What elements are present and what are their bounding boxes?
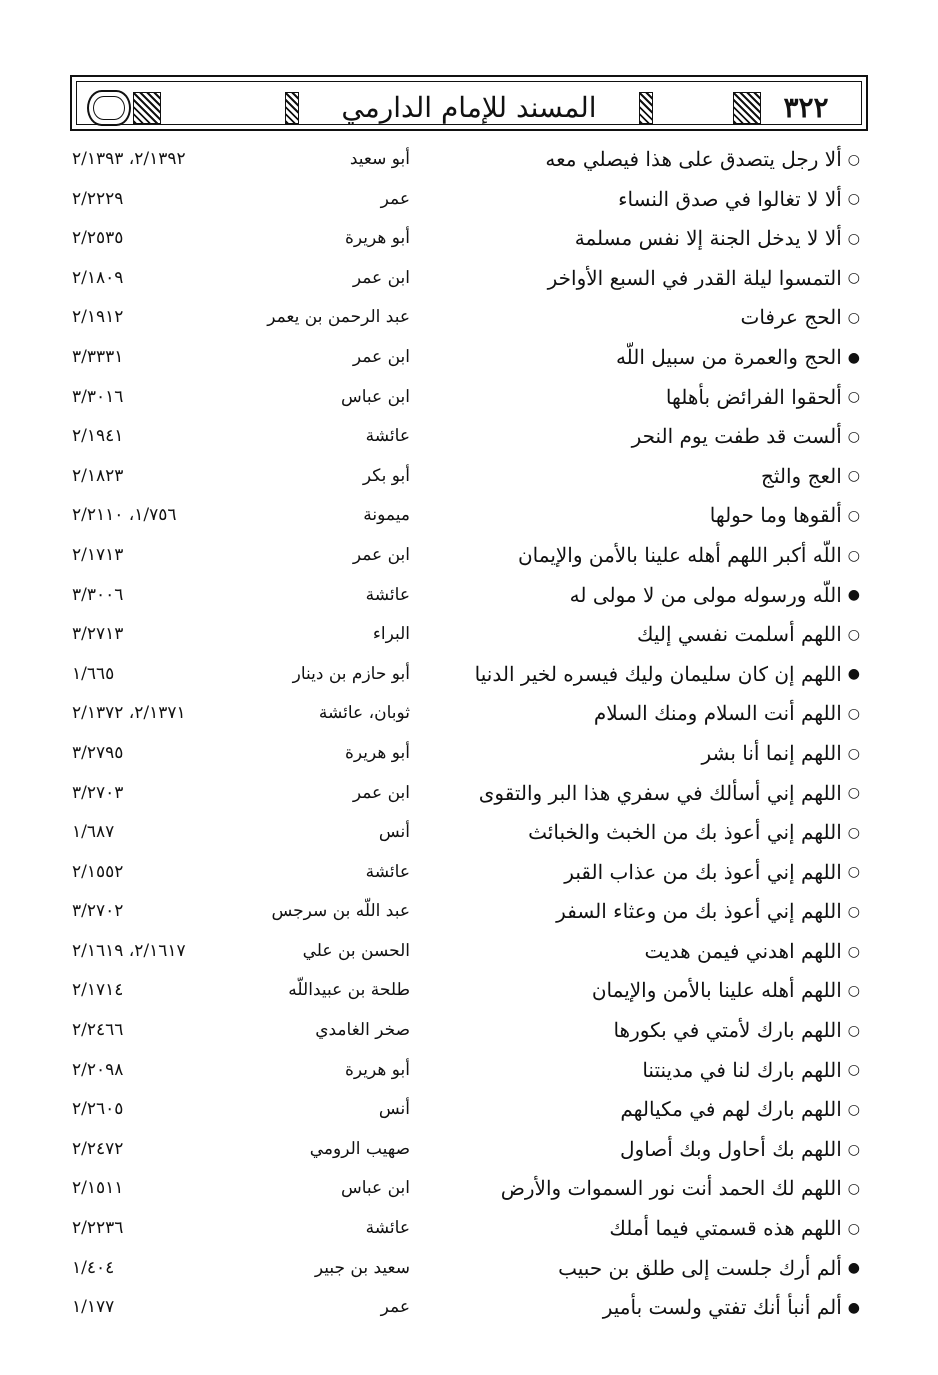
hadith-text: العج والثج [760,463,842,488]
filled-bullet-icon: ● [847,587,860,604]
narrator-name: طلحة بن عبيداللّه [288,980,410,1001]
seal-inner-ring [93,96,125,120]
narrator-name: عمر [380,1297,410,1318]
hollow-bullet-icon: ○ [847,626,860,643]
narrator-name: ابن عباس [340,1178,410,1199]
hadith-text: ألا لا يدخل الجنة إلا نفس مسلمة [574,226,842,251]
hollow-bullet-icon: ○ [847,785,860,802]
hadith-text: التمسوا ليلة القدر في السبع الأواخر [547,265,842,290]
hollow-bullet-icon: ○ [847,706,860,723]
list-item [0,1051,938,1091]
narrator-name: أبو سعيد [349,149,410,169]
hadith-text-cell [501,1169,860,1209]
hollow-bullet-icon: ○ [847,983,860,1000]
hadith-text: الحج عرفات [740,305,842,330]
narrator-name: أبو بكر [362,465,410,486]
narrator-name: ابن عمر [352,782,410,803]
list-item [0,615,938,655]
narrator-name: صهيب الرومي [309,1138,410,1159]
book-seal-logo [87,90,131,126]
filled-bullet-icon: ● [847,1299,860,1316]
hadith-text: ألا لا تغالوا في صدق النساء [618,186,842,211]
hadith-text-cell [701,734,860,774]
hadith-text: اللهم أهله علينا بالأمن والإيمان [591,978,842,1003]
hadith-text-cell [479,774,860,814]
hadith-text: اللهم اهدني فيمن هديت [644,938,842,963]
list-item [0,457,938,497]
list-item [0,1011,938,1051]
narrator-name: عمر [380,188,410,209]
list-item [0,1288,938,1328]
volume-number-reference: ٢/٢٢٣٦ [72,1218,124,1239]
hadith-text-cell [613,1011,860,1051]
list-item [0,140,938,180]
list-item [0,853,938,893]
volume-number-reference: ٢/٢٠٩٨ [72,1059,124,1080]
hadith-text: الحج والعمرة من سبيل اللّه [615,344,842,369]
list-item [0,180,938,220]
volume-number-reference: ٢/١٩١٢ [72,307,124,328]
hadith-text-cell [620,1130,860,1170]
hollow-bullet-icon: ○ [847,270,860,287]
list-item [0,298,938,338]
volume-number-reference: ٢/٢٢٢٩ [72,188,124,209]
hadith-text-cell [710,496,860,536]
volume-number-reference: ٢/٢٥٣٥ [72,228,124,249]
narrator-name: عائشة [365,861,410,882]
volume-number-reference: ١/١٧٧ [72,1297,115,1318]
volume-number-reference: ٢/٢٤٧٢ [72,1138,124,1159]
hadith-text-cell [644,932,860,972]
volume-number-reference: ٣/٣٣٣١ [72,346,124,367]
hollow-bullet-icon: ○ [847,1101,860,1118]
hadith-text-cell [518,536,860,576]
volume-number-reference: ١/٦٦٥ [72,663,115,684]
hollow-bullet-icon: ○ [847,864,860,881]
list-item [0,536,938,576]
narrator-name: ابن عمر [352,346,410,367]
hadith-text: اللهم هذه قسمتي فيما أملك [609,1216,842,1241]
hadith-text-cell [761,457,860,497]
hadith-text-cell [632,417,860,457]
narrator-name: عائشة [365,1218,410,1239]
volume-number-reference: ٣/٢٧١٣ [72,624,124,645]
page-header [70,75,868,131]
hollow-bullet-icon: ○ [847,1181,860,1198]
volume-number-reference: ٣/٢٧٠٣ [72,782,124,803]
list-item [0,1130,938,1170]
hollow-bullet-icon: ○ [847,547,860,564]
hollow-bullet-icon: ○ [847,230,860,247]
volume-number-reference: ١/٤٠٤ [72,1257,115,1278]
narrator-name: أبو هريرة [344,742,410,763]
hadith-text-cell [558,1249,860,1289]
list-item [0,378,938,418]
hollow-bullet-icon: ○ [847,824,860,841]
hollow-bullet-icon: ○ [847,389,860,406]
list-item [0,813,938,853]
running-title: المسند للإمام الدارمي [341,91,597,124]
list-item [0,1209,938,1249]
narrator-name: عبد اللّه بن سرجس [271,901,410,922]
hollow-bullet-icon: ○ [847,191,860,208]
list-item [0,219,938,259]
list-item [0,1249,938,1289]
ornament-left-inner [285,92,299,124]
hadith-text-cell [618,180,860,220]
hadith-text: ألم أرك جلست إلى طلق بن حبيب [558,1255,842,1280]
hadith-text: اللهم إني أعوذ بك من عذاب القبر [564,859,842,884]
list-item [0,932,938,972]
hadith-text: ألحقوا الفرائض بأهلها [665,384,842,409]
volume-number-reference: ٢/١٣٩٢، ٢/١٣٩٣ [72,149,186,169]
hadith-text-cell [666,378,860,418]
hollow-bullet-icon: ○ [847,1022,860,1039]
volume-number-reference: ٢/٢٤٦٦ [72,1020,124,1041]
volume-number-reference: ٢/١٧١٣ [72,544,124,565]
hollow-bullet-icon: ○ [847,310,860,327]
list-item [0,1169,938,1209]
hadith-text-cell [475,655,860,695]
narrator-name: صخر الغامدي [315,1020,410,1041]
list-item [0,971,938,1011]
hadith-text: اللهم إن كان سليمان وليك فيسره لخير الدنيا [474,661,842,686]
list-item [0,892,938,932]
narrator-name: سعيد بن جبير [314,1257,410,1278]
list-item [0,774,938,814]
hadith-text-cell [592,971,860,1011]
ornament-left [133,92,161,124]
hadith-text: ألم أنبأ أنك تفتي ولست بأمير [602,1295,842,1320]
hadith-index-list [0,140,938,1328]
narrator-name: عائشة [365,426,410,447]
narrator-name: عبد الرحمن بن يعمر [267,307,410,328]
hadith-text: اللهم بارك لهم في مكيالهم [620,1097,842,1122]
volume-number-reference: ٣/٣٠١٦ [72,386,124,407]
hadith-text-cell [556,892,860,932]
hadith-text: اللهم لك الحمد أنت نور السموات والأرض [500,1176,842,1201]
hadith-text-cell [548,259,860,299]
filled-bullet-icon: ● [847,666,860,683]
hadith-text-cell [603,1288,860,1328]
volume-number-reference: ٢/١٦١٧، ٢/١٦١٩ [72,940,186,961]
hollow-bullet-icon: ○ [847,468,860,485]
hadith-text-cell [575,219,860,259]
list-item [0,417,938,457]
hadith-text-cell [545,140,860,180]
volume-number-reference: ٢/١٧١٤ [72,980,124,1001]
hadith-text-cell [637,615,860,655]
narrator-name: الحسن بن علي [302,940,410,961]
filled-bullet-icon: ● [847,1260,860,1277]
hollow-bullet-icon: ○ [847,943,860,960]
narrator-name: أبو هريرة [344,228,410,249]
narrator-name: ابن عباس [340,386,410,407]
hollow-bullet-icon: ○ [847,1220,860,1237]
hadith-text: ألا رجل يتصدق على هذا فيصلي معه [545,147,842,171]
volume-number-reference: ٢/١٥٥٢ [72,861,124,882]
hadith-text: اللهم أسلمت نفسي إليك [637,622,842,647]
hadith-text: ألقوها وما حولها [709,503,842,528]
hollow-bullet-icon: ○ [847,1141,860,1158]
list-item [0,259,938,299]
list-item [0,496,938,536]
volume-number-reference: ٢/١٨٠٩ [72,267,124,288]
volume-number-reference: ٢/١٥١١ [72,1178,124,1199]
hadith-text: اللهم بارك لأمتي في بكورها [613,1018,842,1043]
list-item [0,655,938,695]
hollow-bullet-icon: ○ [847,151,860,168]
hollow-bullet-icon: ○ [847,508,860,525]
narrator-name: أبو حازم بن دينار [292,663,410,684]
narrator-name: أنس [378,822,410,843]
hadith-text: اللهم إني أعوذ بك من الخبث والخبائث [528,820,842,845]
header-frame [76,81,862,125]
volume-number-reference: ٣/٣٠٠٦ [72,584,124,605]
hadith-text-cell [594,694,860,734]
ornament-right-inner [639,92,653,124]
hadith-text: اللهم إني أعوذ بك من وعثاء السفر [556,899,842,924]
list-item [0,576,938,616]
hadith-text: اللّه أكبر اللهم أهله علينا بالأمن والإيمان [517,542,842,567]
narrator-name: ابن عمر [352,267,410,288]
volume-number-reference: ٢/١٣٧١، ٢/١٣٧٢ [72,703,186,724]
hadith-text-cell [616,338,860,378]
hadith-text-cell [564,853,860,893]
volume-number-reference: ٣/٢٧٠٢ [72,901,124,922]
volume-number-reference: ١/٦٨٧ [72,822,115,843]
ornament-right [733,92,761,124]
narrator-name: أنس [378,1099,410,1120]
list-item [0,694,938,734]
volume-number-reference: ١/٧٥٦، ٢/٢١١٠ [72,505,177,526]
volume-number-reference: ٣/٢٧٩٥ [72,742,124,763]
volume-number-reference: ٢/١٩٤١ [72,426,124,447]
narrator-name: أبو هريرة [344,1059,410,1080]
hadith-text-cell [528,813,860,853]
hadith-text: اللهم أنت السلام ومنك السلام [593,701,842,726]
narrator-name: ميمونة [363,505,410,526]
narrator-name: البراء [372,624,410,645]
hadith-text: اللهم إني أسألك في سفري هذا البر والتقوى [478,780,842,805]
hadith-text-cell [642,1051,860,1091]
volume-number-reference: ٢/٢٦٠٥ [72,1099,124,1120]
hadith-text-cell [609,1209,860,1249]
hadith-text: اللهم بارك لنا في مدينتنا [642,1057,842,1082]
list-item [0,338,938,378]
narrator-name: ابن عمر [352,544,410,565]
hadith-text: اللهم إنما أنا بشر [701,740,842,765]
filled-bullet-icon: ● [847,349,860,366]
hadith-text-cell [741,298,861,338]
volume-number-reference: ٢/١٨٢٣ [72,465,124,486]
hollow-bullet-icon: ○ [847,745,860,762]
narrator-name: ثوبان، عائشة [318,703,410,724]
hadith-text-cell [570,576,860,616]
hollow-bullet-icon: ○ [847,903,860,920]
hadith-text: اللّه ورسوله مولى من لا مولى له [569,582,842,607]
hadith-text-cell [620,1090,860,1130]
hadith-text: اللهم بك أحاول وبك أصاول [620,1136,842,1161]
hollow-bullet-icon: ○ [847,428,860,445]
list-item [0,1090,938,1130]
hollow-bullet-icon: ○ [847,1062,860,1079]
list-item [0,734,938,774]
hadith-text: ألست قد طفت يوم النحر [631,424,842,449]
narrator-name: عائشة [365,584,410,605]
page-number: ٣٢٢ [783,91,829,124]
